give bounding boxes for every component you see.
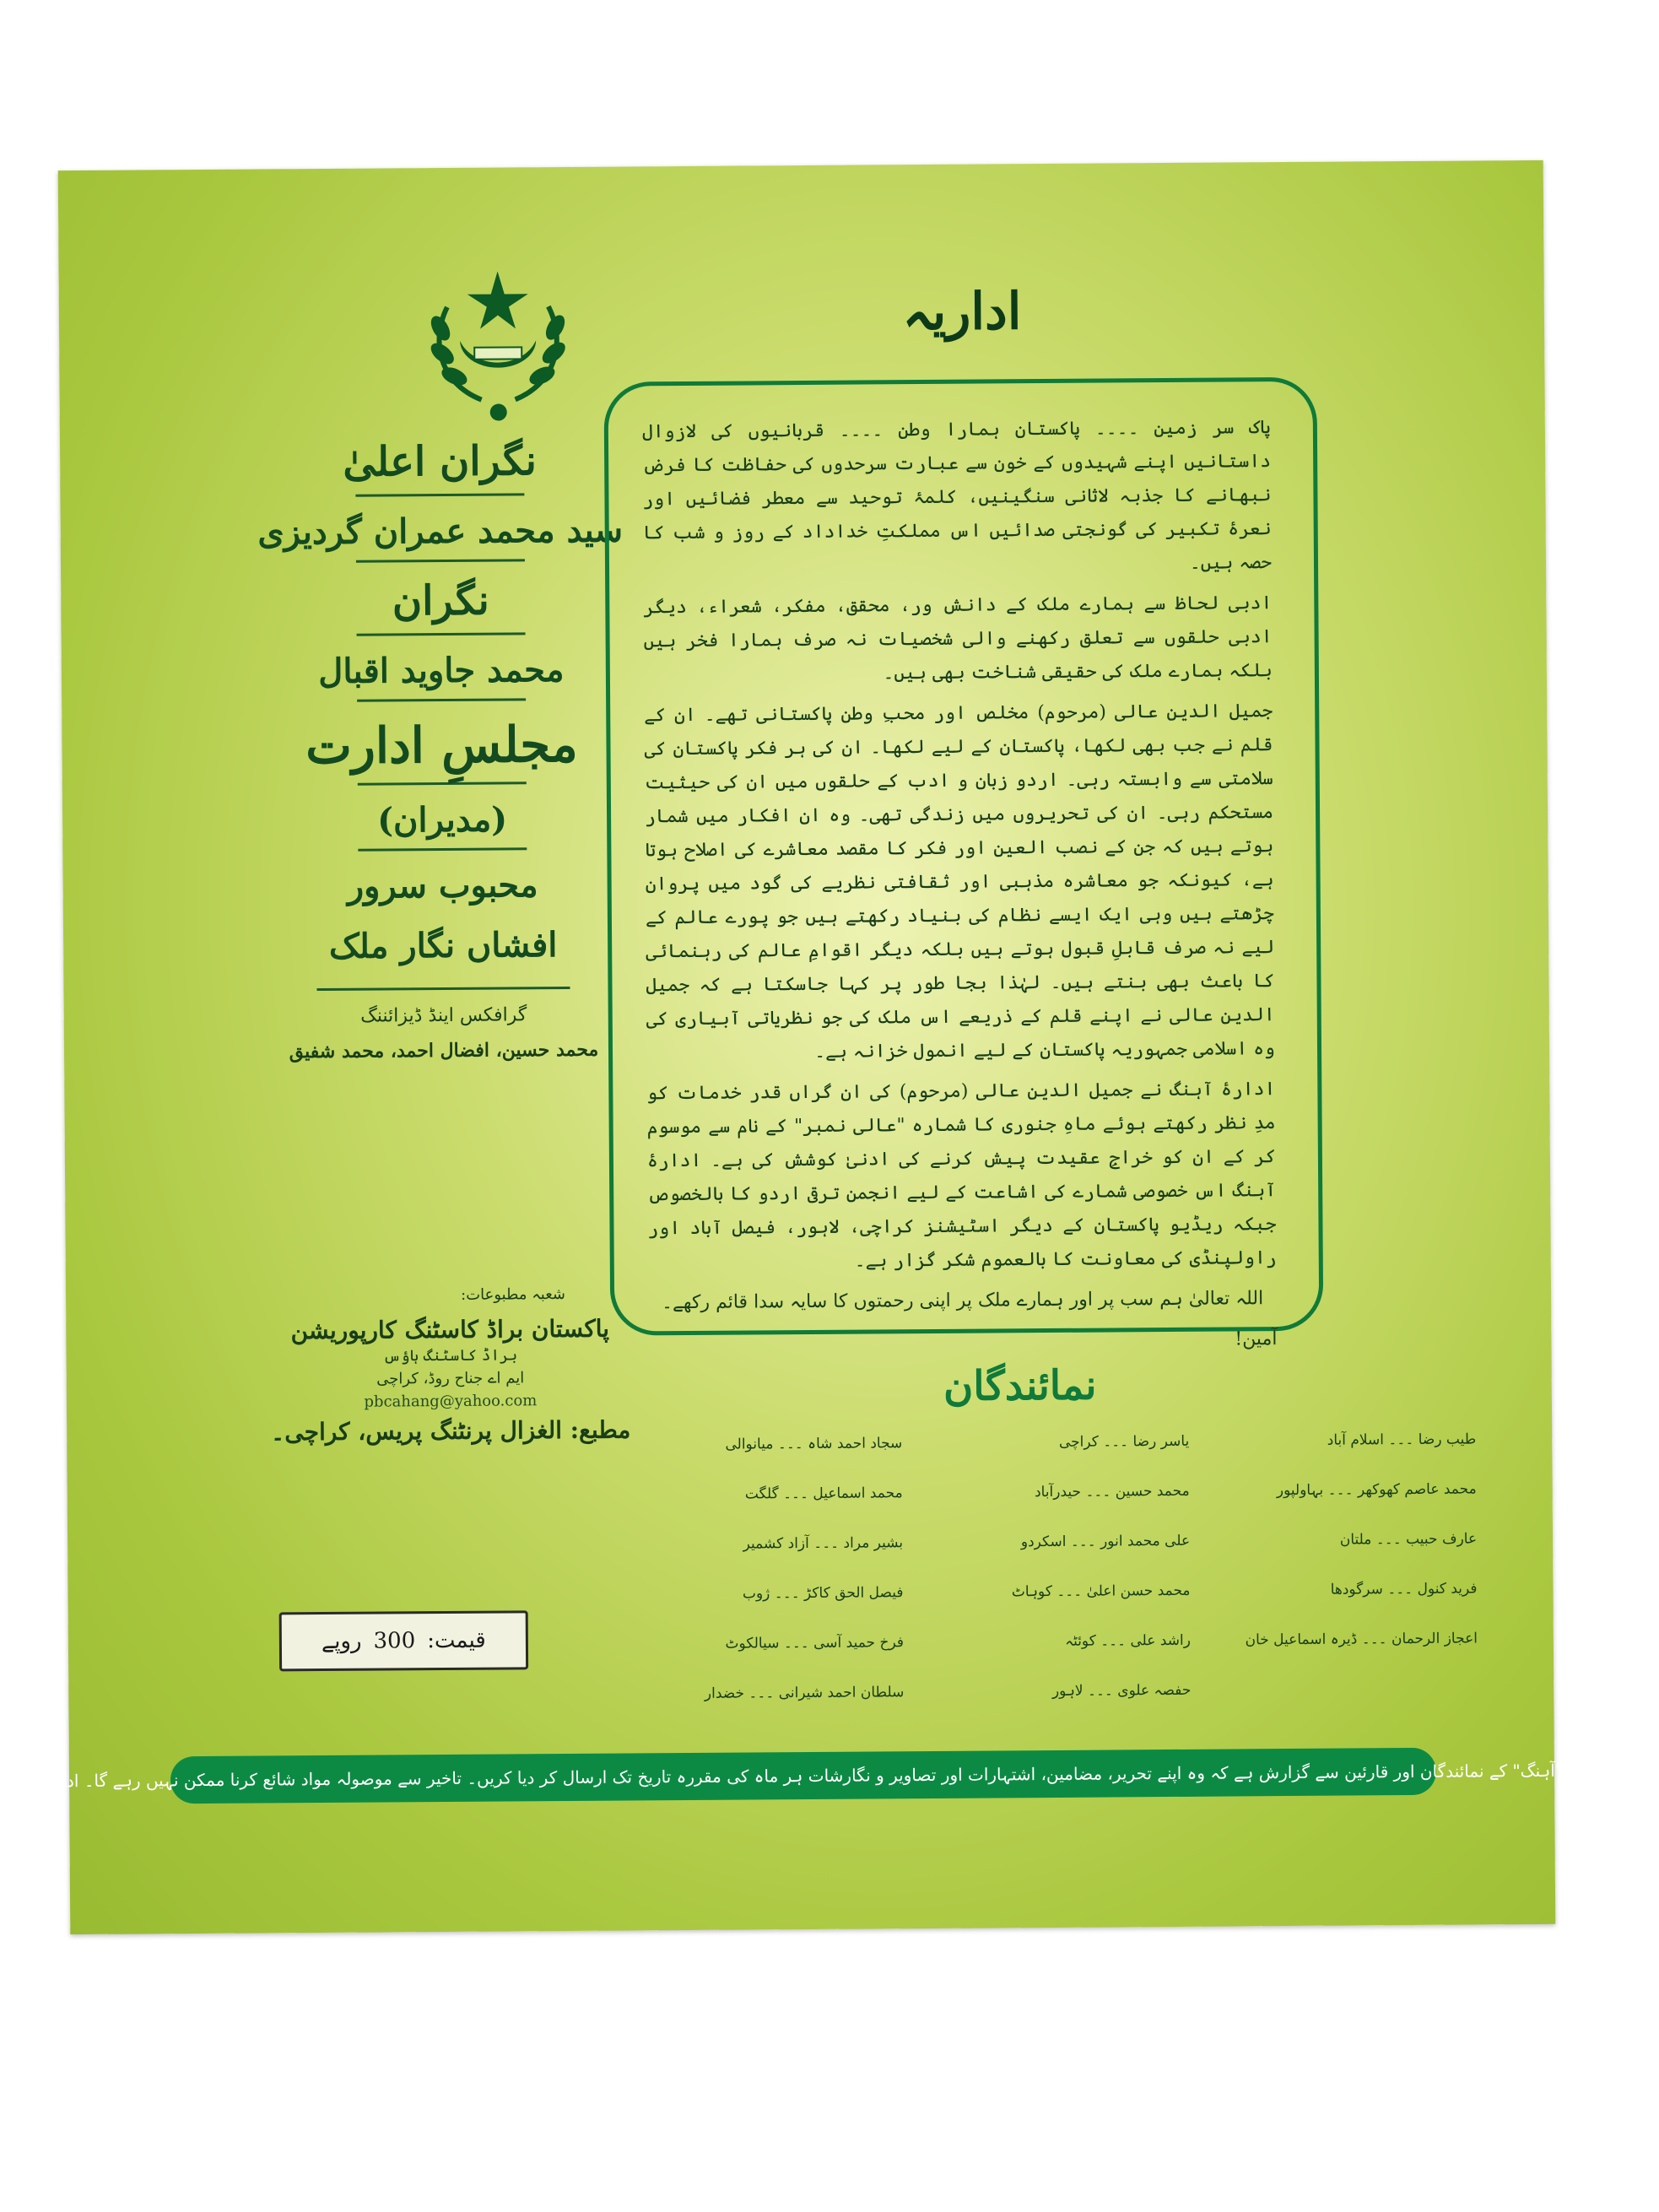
list-item: محمد عاصم کھوکھر ۔۔۔ بہاولپور	[1276, 1480, 1477, 1500]
editor-name: محبوب سرور	[347, 865, 538, 906]
list-item: علی محمد انور ۔۔۔ اسکردو	[1020, 1532, 1191, 1551]
list-item: فرخ حمید آسی ۔۔۔ سیالکوٹ	[725, 1634, 904, 1652]
list-item: محمد حسین ۔۔۔ حیدرآباد	[1034, 1482, 1190, 1501]
supervisor-name: محمد جاوید اقبال	[318, 649, 565, 692]
editor-name: افشاں نگار ملک	[328, 925, 558, 966]
publisher-org: پاکستان براڈ کاسٹنگ کارپوریشن	[290, 1314, 610, 1345]
list-item: محمد حسن اعلیٰ ۔۔۔ کوہاٹ	[1011, 1582, 1191, 1601]
divider	[355, 493, 524, 496]
publisher-info	[251, 1314, 649, 1446]
divider	[316, 987, 570, 991]
design-names: محمد حسین، افضال احمد، محمد شفیق	[289, 1038, 599, 1063]
editorial-paragraph: ادبی لحاظ سے ہمارے ملک کے دانش ور، محقق، مفکر، شعراء، دیگر ادبی حلقوں سے تعلق رکھنے والی شخصیات نہ صرف ہمارا فخر ہیں بلکہ ہمارے ملک کی حقیقی شناخت بھی ہیں۔	[643, 592, 1273, 684]
representatives-column	[1245, 1426, 1478, 1677]
magazine-page	[43, 160, 1564, 1934]
price-unit: روپے	[321, 1628, 362, 1655]
publisher-building: براڈ کاسٹنگ ہاؤس	[382, 1346, 518, 1366]
editorial-paragraph: اللہ تعالیٰ ہم سب پر اور ہمارے ملک پر اپنی رحمتوں کا سایہ سدا قائم رکھے۔	[661, 1288, 1264, 1314]
list-item: اعجاز الرحمان ۔۔۔ ڈیرہ اسماعیل خان	[1245, 1630, 1478, 1649]
representatives-title: نمائندگان	[943, 1361, 1097, 1410]
list-item: محمد اسماعیل ۔۔۔ گلگت	[744, 1485, 903, 1503]
patron-name: سید محمد عمران گردیزی	[257, 510, 624, 553]
list-item: یاسر رضا ۔۔۔ کراچی	[1058, 1432, 1190, 1451]
price-box	[279, 1610, 528, 1671]
list-item: طیب رضا ۔۔۔ اسلام آباد	[1327, 1430, 1477, 1449]
notice-banner: "آہنگ" کے نمائندگان اور قارئین سے گزارش ہے کہ وہ اپنے تحریر، مضامین، اشتہارات اور تصاویر و نگارشات ہر ماہ کی مقررہ تاریخ تک ارسال کر دیا کریں۔ تاخیر سے موصولہ مواد شائع کرنا ممکن نہیں رہے گا۔ ادارہ	[170, 1748, 1436, 1804]
representatives-list	[607, 1426, 1478, 1744]
list-item: راشد علی ۔۔۔ کوئٹہ	[1065, 1631, 1191, 1650]
editorial-paragraph: ادارۂ آہنگ نے جمیل الدین عالی (مرحوم) کی ان گراں قدر خدمات کو مدِ نظر رکھتے ہوئے ماہِ جنوری کا شمارہ "عالی نمبر" کے نام سے موسوم کر کے ان کو خراجِ عقیدت پیش کرنے کی ادنیٰ کوشش کی ہے۔ ادارۂ آہنگ اس خصوصی شمارے کی اشاعت کے لیے انجمن ترقی اردو کا بالخصوص جبکہ ریڈیو پاکستان کے دیگر اسٹیشنز کراچی، لاہور، فیصل آباد اور راولپنڈی کی معاونت کا بالعموم شکر گزار ہے۔	[646, 1079, 1277, 1272]
divider	[356, 559, 525, 562]
price-label: قیمت:	[427, 1627, 486, 1654]
printer-name: مطبع: الغزال پرنٹنگ پریس، کراچی۔	[270, 1415, 631, 1447]
list-item: فرید کنول ۔۔۔ سرگودھا	[1330, 1580, 1478, 1598]
divider	[358, 782, 527, 785]
list-item: سلطان احمد شیرانی ۔۔۔ خضدار	[704, 1684, 905, 1702]
divider	[357, 632, 526, 635]
representatives-column	[700, 1430, 904, 1731]
crescent-star-emblem-icon	[413, 247, 583, 434]
list-item: عارف حبیب ۔۔۔ ملتان	[1339, 1530, 1478, 1549]
masthead	[254, 436, 630, 1063]
list-item: فیصل الحق کاکڑ ۔۔۔ ژوب	[742, 1584, 904, 1603]
design-label: گرافکس اینڈ ڈیزائننگ	[360, 1004, 527, 1027]
editorial-title: اداریہ	[902, 282, 1022, 343]
list-item: بشیر مراد ۔۔۔ آزاد کشمیر	[743, 1534, 904, 1553]
editorial-paragraph: پاک سر زمین ۔۔۔۔ پاکستان ہمارا وطن ۔۔۔۔ قربانیوں کی لازوال داستانیں اپنے شہیدوں کے خون سے عبارت سرحدوں کی حفاظت کا فرض نبھانے کا جذبہ لاثانی سنگینیں، کلمۂ توحید سے معطر فضائیں اور نعرۂ تکبیر کی گونجتی صدائیں اس مملکتِ خداداد کے روز و شب کا حصہ ہیں۔	[641, 417, 1273, 574]
price-value: 300	[373, 1628, 416, 1654]
board-label: مجلسِ ادارت	[305, 715, 578, 776]
divider	[358, 847, 527, 851]
editors-label: (مدیران)	[376, 799, 508, 841]
list-item: حفصہ علوی ۔۔۔ لاہور	[1051, 1681, 1192, 1700]
publisher-email: pbcahang@yahoo.com	[364, 1392, 538, 1411]
representatives-column	[986, 1429, 1191, 1729]
patron-label: نگران اعلیٰ	[343, 437, 538, 486]
divider	[357, 698, 526, 701]
publisher-address: ایم اے جناح روڈ، کراچی	[376, 1369, 525, 1388]
supervisor-label: نگران	[392, 576, 489, 625]
editorial-box	[603, 377, 1323, 1350]
editorial-paragraph: آمین!	[1235, 1328, 1278, 1350]
editorial-paragraph: جمیل الدین عالی (مرحوم) مخلص اور محبِ وطن پاکستانی تھے۔ ان کے قلم نے جب بھی لکھا، پاکستان کے لیے لکھا۔ ان کی ہر فکر پاکستان کی سلامتی سے وابستہ رہی۔ اردو زبان و ادب کے حلقوں میں ان کی حیثیت مستحکم رہی۔ ان کی تحریروں میں زندگی تھی۔ وہ ان افکار میں شمار ہوتے ہیں کہ جن کے نصب العین اور فکر کا مقصد معاشرے کی اصلاح ہوتا ہے، کیونکہ جو معاشرہ مذہبی اور ثقافتی نظریے کی گود میں پروان چڑھتے ہیں وہی ایک ایسے نظام کی بنیاد رکھتے ہیں جو پورے عالم کے لیے نہ صرف قابلِ قبول ہوتے ہیں بلکہ دیگر اقوامِ عالم کی رہنمائی کا باعث بھی بنتے ہیں۔ لہٰذا بجا طور پر کہا جاسکتا ہے کہ جمیل الدین عالی نے اپنے قلم کے ذریعے اس ملک کی جو نظریاتی آبیاری کی وہ اسلامی جمہوریہ پاکستان کے لیے انمول خزانہ ہے۔	[644, 700, 1276, 1063]
publisher-label: شعبہ مطبوعات:	[461, 1285, 566, 1304]
list-item: سجاد احمد شاہ ۔۔۔ میانوالی	[725, 1435, 903, 1453]
